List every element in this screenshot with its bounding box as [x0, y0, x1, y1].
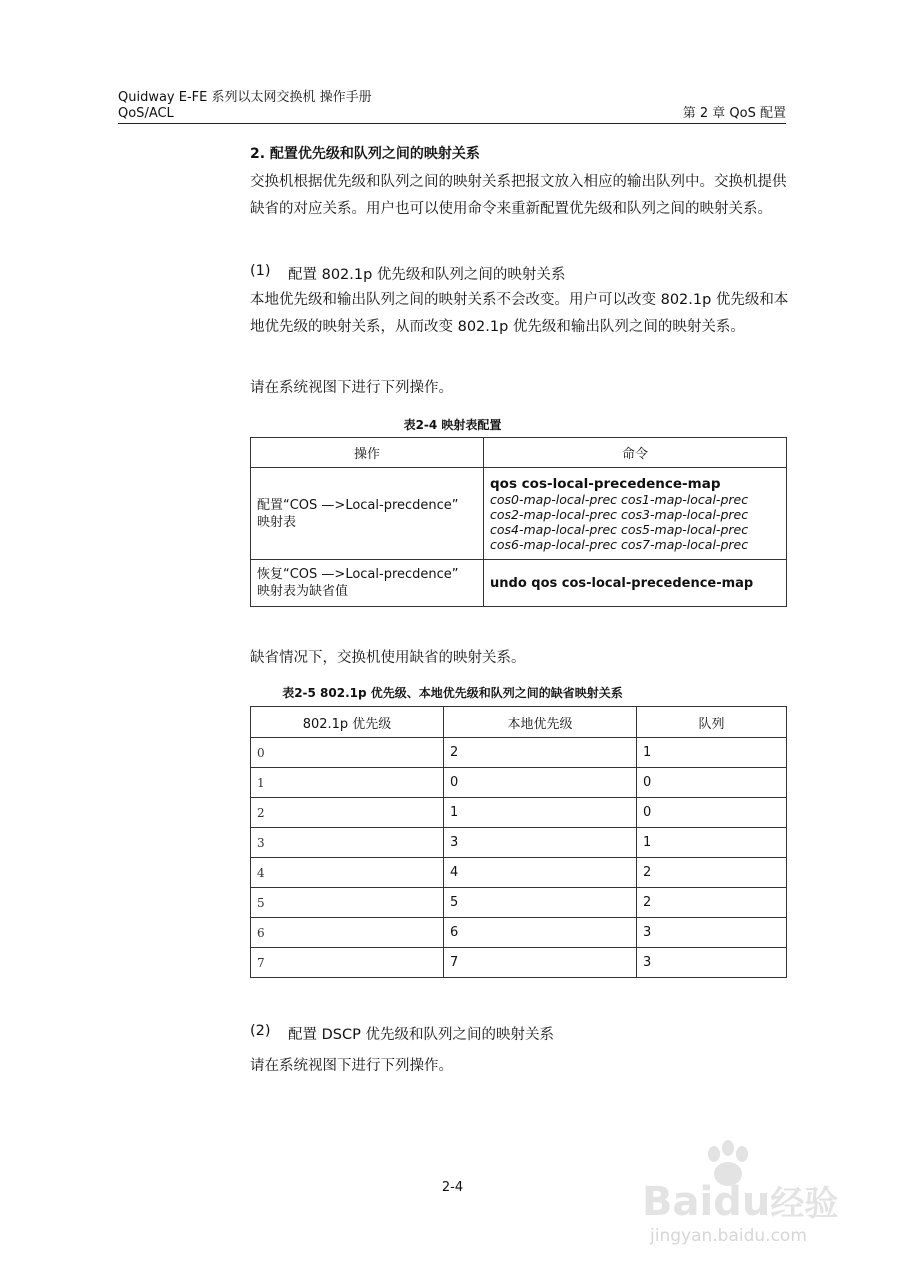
- sub1-title: 配置 802.1p 优先级和队列之间的映射关系: [288, 267, 566, 283]
- table-row: [251, 560, 787, 607]
- table5-caption: 表2-5 802.1p 优先级、本地优先级和队列之间的缺省映射关系: [282, 686, 623, 700]
- table-row: [251, 768, 787, 798]
- cell-8021p: 5: [251, 888, 444, 918]
- chapter-label: 第 2 章 QoS 配置: [682, 106, 786, 121]
- cell-queue: 2: [637, 858, 787, 888]
- cell-queue: 2: [637, 888, 787, 918]
- cell-queue: 0: [637, 768, 787, 798]
- cell-queue: 3: [637, 948, 787, 978]
- mapping-config-table: [250, 437, 787, 607]
- intro-paragraph: 交换机根据优先级和队列之间的映射关系把报文放入相应的输出队列中。交换机提供缺省的对应关系。用户也可以使用命令来重新配置优先级和队列之间的映射关系。: [250, 174, 787, 217]
- table5-header-8021p: 802.1p 优先级: [251, 707, 444, 738]
- default-note: 缺省情况下，交换机使用缺省的映射关系。: [250, 650, 526, 666]
- header-divider: [118, 123, 786, 124]
- table4-caption: 表2-4 映射表配置: [403, 418, 502, 432]
- row1-command: qos cos-local-precedence-map: [490, 475, 721, 492]
- table4-row2-operation: [251, 560, 484, 607]
- cell-8021p: 6: [251, 918, 444, 948]
- row2-command: undo qos cos-local-precedence-map: [484, 560, 787, 607]
- table4-row1-operation: [251, 468, 484, 560]
- baidu-watermark: [640, 1140, 870, 1250]
- cell-8021p: 2: [251, 798, 444, 828]
- manual-title: Quidway E-FE 系列以太网交换机 操作手册: [118, 90, 372, 105]
- table-row: [251, 888, 787, 918]
- table4-row1-command: [484, 468, 787, 560]
- row1-args-2: cos2-map-local-prec cos3-map-local-prec: [490, 506, 749, 522]
- page-number: 2-4: [441, 1180, 464, 1195]
- sub2-instruction: 请在系统视图下进行下列操作。: [250, 1058, 453, 1074]
- default-mapping-table: [250, 706, 787, 978]
- sub1-number: (1): [250, 263, 271, 279]
- table-row: [251, 468, 787, 560]
- table-row: [251, 828, 787, 858]
- cell-8021p: 4: [251, 858, 444, 888]
- table-row: [251, 858, 787, 888]
- watermark-bai: Bai: [642, 1179, 714, 1225]
- cell-8021p: 1: [251, 768, 444, 798]
- row1-op-line1: 配置“COS —>Local-precdence”: [257, 497, 459, 513]
- cell-local-priority: 3: [444, 828, 637, 858]
- row1-op-line2: 映射表: [257, 514, 297, 530]
- cell-queue: 1: [637, 828, 787, 858]
- cell-local-priority: 1: [444, 798, 637, 828]
- cell-local-priority: 0: [444, 768, 637, 798]
- cell-queue: 3: [637, 918, 787, 948]
- cell-local-priority: 7: [444, 948, 637, 978]
- manual-subtitle: QoS/ACL: [118, 106, 174, 121]
- sub2-title: 配置 DSCP 优先级和队列之间的映射关系: [288, 1027, 554, 1043]
- watermark-url: jingyan.baidu.com: [650, 1226, 807, 1246]
- row1-args-3: cos4-map-local-prec cos5-map-local-prec: [490, 521, 749, 537]
- table-row: [251, 738, 787, 768]
- cell-local-priority: 5: [444, 888, 637, 918]
- table5-header-local: 本地优先级: [444, 707, 637, 738]
- row1-args-1: cos0-map-local-prec cos1-map-local-prec: [490, 491, 749, 507]
- cell-8021p: 0: [251, 738, 444, 768]
- table5-header-queue: 队列: [637, 707, 787, 738]
- cell-local-priority: 2: [444, 738, 637, 768]
- sub1-paragraph: 本地优先级和输出队列之间的映射关系不会改变。用户可以改变 802.1p 优先级和本地优先级的映射关系，从而改变 802.1p 优先级和输出队列之间的映射关系。: [250, 292, 789, 335]
- table-row: [251, 948, 787, 978]
- cell-8021p: 3: [251, 828, 444, 858]
- table-row: [251, 918, 787, 948]
- cell-local-priority: 6: [444, 918, 637, 948]
- cell-queue: 0: [637, 798, 787, 828]
- table4-header-operation: 操作: [251, 438, 484, 468]
- table-row: [251, 798, 787, 828]
- sub1-instruction: 请在系统视图下进行下列操作。: [250, 380, 453, 396]
- row2-op-line1: 恢复“COS —>Local-precdence”: [257, 567, 459, 582]
- table4-header-command: 命令: [484, 438, 787, 468]
- cell-local-priority: 4: [444, 858, 637, 888]
- row1-args-4: cos6-map-local-prec cos7-map-local-prec: [490, 536, 749, 552]
- watermark-du: du: [713, 1179, 771, 1225]
- cell-queue: 1: [637, 738, 787, 768]
- watermark-jingyan: 经验: [770, 1184, 839, 1224]
- cell-8021p: 7: [251, 948, 444, 978]
- sub2-number: (2): [250, 1023, 271, 1039]
- row2-op-line2: 映射表为缺省值: [257, 584, 349, 599]
- section-heading: 2. 配置优先级和队列之间的映射关系: [250, 146, 480, 162]
